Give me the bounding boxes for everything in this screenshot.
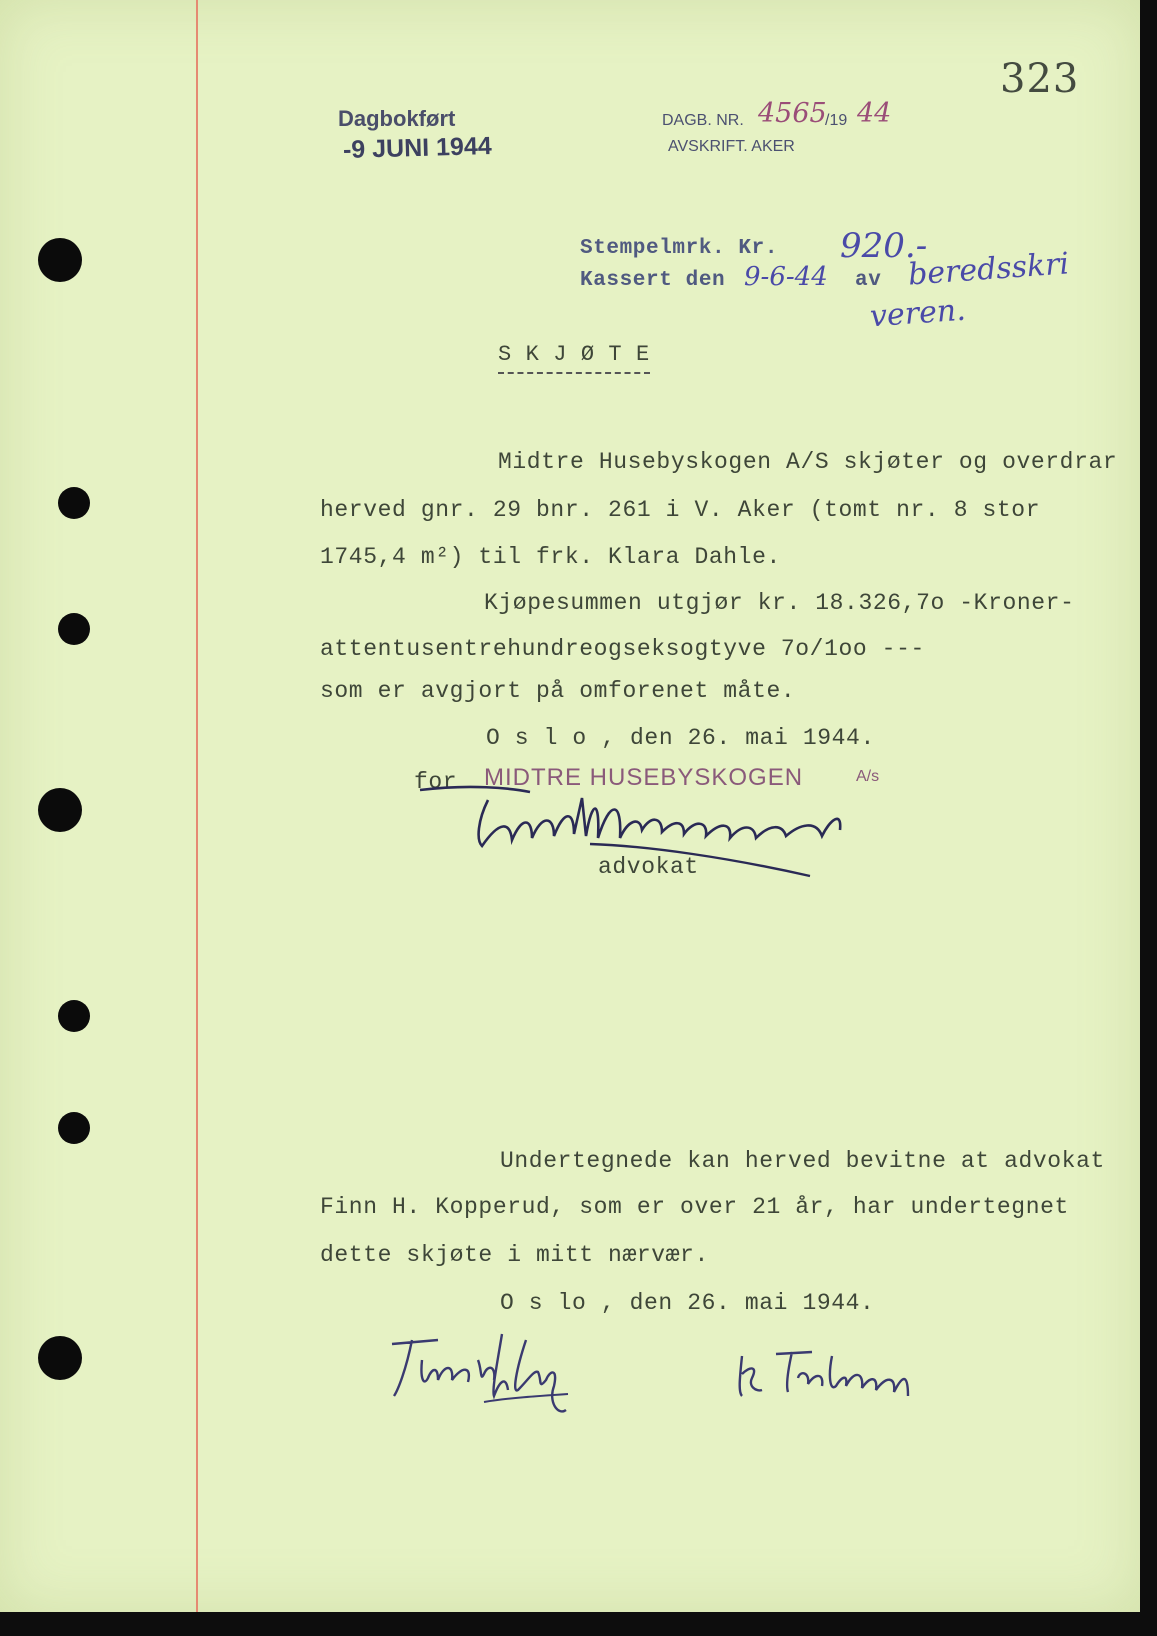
- kassert-label: Kassert den: [580, 269, 726, 292]
- for-label: for: [414, 769, 458, 795]
- punch-hole-1: [38, 238, 82, 282]
- company-stamp-suffix: A/s: [856, 768, 880, 785]
- body-line-4: Kjøpesummen utgjør kr. 18.326,7o -Kroner-: [484, 590, 1075, 616]
- title-underline: [498, 372, 650, 374]
- margin-rule: [196, 0, 198, 1612]
- dagb-year-prefix: /19: [825, 112, 848, 129]
- punch-hole-3: [58, 613, 90, 645]
- page-number: 323: [1000, 56, 1080, 102]
- witness-line-4: O s lo , den 26. mai 1944.: [500, 1290, 875, 1316]
- witness-line-1: Undertegnede kan herved bevitne at advokat: [500, 1148, 1105, 1174]
- body-line-1: Midtre Husebyskogen A/S skjøter og overdrar: [498, 449, 1118, 475]
- witness-signature-1: [388, 1330, 628, 1420]
- dagb-label: DAGB. NR.: [662, 112, 744, 129]
- punch-hole-7: [38, 1336, 82, 1380]
- stempel-label: Stempelmrk. Kr.: [580, 237, 779, 260]
- dagb-year: 44: [857, 98, 892, 129]
- body-line-2: herved gnr. 29 bnr. 261 i V. Aker (tomt nr. 8 stor: [320, 497, 1041, 523]
- body-line-6: som er avgjort på omforenet måte.: [320, 678, 796, 704]
- kassert-av: av: [855, 269, 882, 292]
- body-line-3: 1745,4 m²) til frk. Klara Dahle.: [320, 544, 781, 570]
- witness-line-3: dette skjøte i mitt nærvær.: [320, 1242, 709, 1268]
- body-line-7: O s l o , den 26. mai 1944.: [486, 725, 875, 751]
- punch-hole-4: [38, 788, 82, 832]
- witness-signature-2: [736, 1346, 936, 1406]
- avskrift-label: AVSKRIFT. AKER: [668, 138, 795, 155]
- handwritten-note-2: veren.: [868, 292, 967, 335]
- punch-hole-2: [58, 487, 90, 519]
- kassert-date: 9-6-44: [744, 262, 828, 292]
- punch-hole-5: [58, 1000, 90, 1032]
- document-title: S K J Ø T E: [498, 342, 650, 367]
- handwritten-note-1: beredsskri: [906, 246, 1071, 293]
- dagbokfort-stamp-label: Dagbokført: [338, 106, 456, 131]
- stempel-amount: 920.-: [840, 226, 928, 266]
- punch-hole-6: [58, 1112, 90, 1144]
- advokat-title: advokat: [598, 854, 699, 880]
- body-line-5: attentusentrehundreogseksogtyve 7o/1oo ---: [320, 636, 925, 662]
- dagbokfort-stamp-date: -9 JUNI 1944: [342, 132, 493, 164]
- dagb-number: 4565: [758, 98, 827, 129]
- company-stamp: MIDTRE HUSEBYSKOGEN: [484, 764, 804, 791]
- witness-line-2: Finn H. Kopperud, som er over 21 år, har undertegnet: [320, 1194, 1069, 1220]
